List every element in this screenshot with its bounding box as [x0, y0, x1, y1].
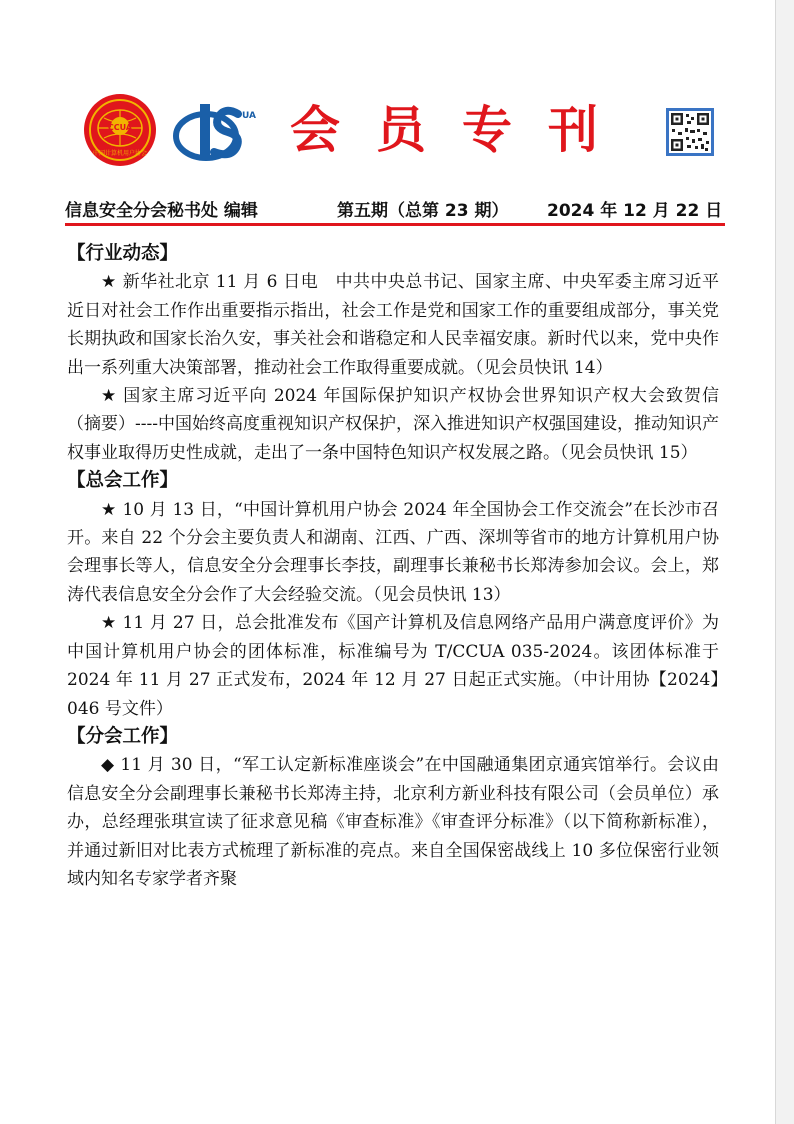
star-bullet-icon: ★: [101, 613, 117, 634]
star-bullet-icon: ★: [101, 499, 117, 520]
news-item-text: 10 月 13 日，“中国计算机用户协会 2024 年全国协会工作交流会”在长沙市召开。来自 22 个分会主要负责人和湖南、江西、广西、深圳等省市的地方计算机用户协会理事长等人，信息安全分会理事长李技，副理事长兼秘书长郑涛参加会议。会上，郑涛代表信息安全分会作了大会经验交流。（见会员快讯 13）: [67, 499, 719, 605]
issue-editor: 信息安全分会秘书处 编辑: [65, 201, 258, 221]
issue-number: 第五期（总第 23 期）: [337, 201, 509, 221]
section-heading-branch: 【分会工作】: [67, 725, 179, 747]
publication-title: 会员专刊: [290, 101, 634, 159]
star-bullet-icon: ★: [101, 386, 118, 407]
iscua-logo-icon: [172, 98, 256, 164]
news-item: [67, 609, 719, 723]
star-bullet-icon: ★: [101, 272, 117, 293]
issue-line: [65, 196, 725, 222]
section-heading-industry: 【行业动态】: [67, 243, 179, 264]
ccua-logo-icon: [82, 92, 158, 168]
news-item-text: 11 月 30 日，“军工认定新标准座谈会”在中国融通集团京通宾馆举行。会议由信息安全分会副理事长兼秘书长郑涛主持，北京利方新业科技有限公司（会员单位）承办，总经理张琪宣读了征求意见稿《审查标准》《审查评分标准》（以下简称新标准），并通过新旧对比表方式梳理了新标准的亮点。来自全国保密战线上 10 多位保密行业领域内知名专家学者齐聚: [67, 755, 719, 889]
qr-code-icon: [666, 108, 714, 156]
header-divider: [65, 223, 725, 226]
newsletter-body: [67, 240, 719, 893]
news-item-text: 11 月 27 日，总会批准发布《国产计算机及信息网络产品用户满意度评价》为中国计算机用户协会的团体标准，标准编号为 T/CCUA 035-2024。该团体标准于 2024 年 11 月 27 正式发布，2024 年 12 月 27 日起正式实施。（中计用协【2024】046 号文件）: [67, 613, 719, 719]
section-heading-association: 【总会工作】: [67, 470, 179, 492]
news-item: [67, 751, 719, 893]
masthead: [82, 92, 718, 168]
diamond-bullet-icon: ◆: [101, 755, 115, 776]
page-edge: [775, 0, 794, 1124]
news-item: [67, 382, 719, 467]
svg-text:UA: UA: [242, 111, 256, 121]
news-item-text: 新华社北京 11 月 6 日电 中共中央总书记、国家主席、中央军委主席习近平近日对社会工作作出重要指示指出，社会工作是党和国家工作的重要组成部分，事关党长期执政和国家长治久安，事关社会和谐稳定和人民幸福安康。新时代以来，党中央作出一系列重大决策部署，推动社会工作取得重要成就。（见会员快讯 14）: [67, 272, 720, 378]
svg-text:中国计算机用户协会: 中国计算机用户协会: [92, 150, 148, 157]
issue-date: 2024 年 12 月 22 日: [547, 201, 723, 221]
news-item-text: 国家主席习近平向 2024 年国际保护知识产权协会世界知识产权大会致贺信（摘要）----中国始终高度重视知识产权保护，深入推进知识产权强国建设，推动知识产权事业取得历史性成就，走出了一条中国特色知识产权发展之路。（见会员快讯 15）: [67, 386, 719, 463]
news-item: [67, 496, 719, 610]
news-item: [67, 268, 719, 382]
svg-text:CCUA: CCUA: [107, 123, 133, 132]
